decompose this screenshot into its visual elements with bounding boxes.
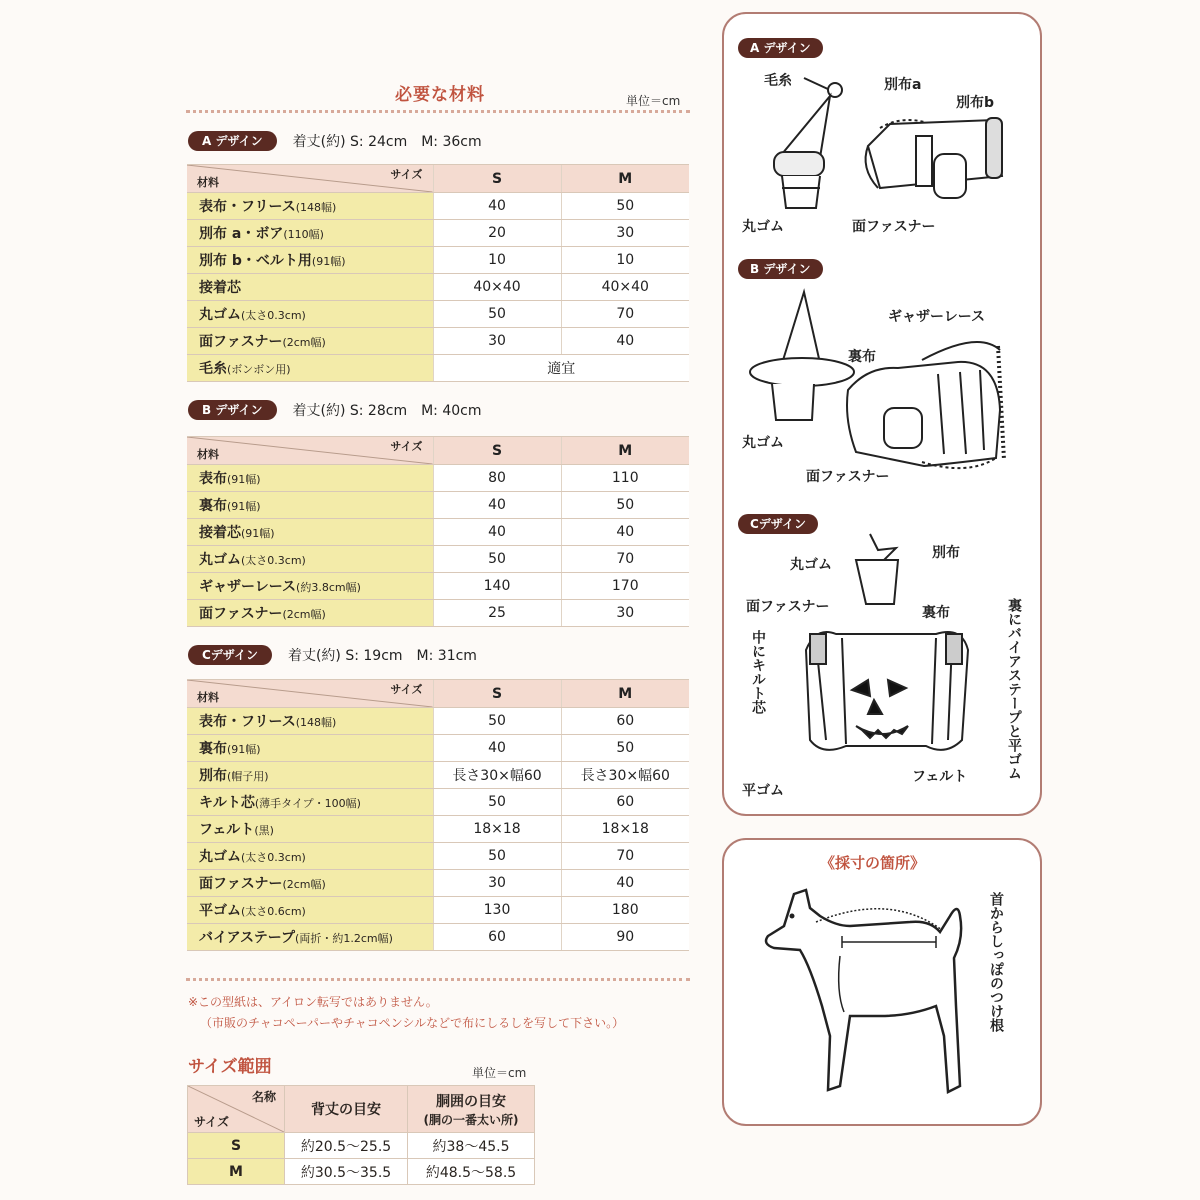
value-s: 18×18: [433, 816, 561, 843]
material-name: 面ファスナー: [199, 334, 283, 350]
value-m: 170: [561, 573, 689, 600]
value-m: 60: [561, 789, 689, 816]
label-lining: 裏布: [922, 605, 950, 621]
table-row: [187, 492, 689, 519]
material-name-cell: [187, 220, 433, 247]
value-s: 30: [433, 870, 561, 897]
material-name: フェルト: [199, 822, 255, 838]
table-row: [187, 546, 689, 573]
header-size: サイズ: [390, 683, 423, 696]
materials-title: 必要な材料: [395, 85, 485, 105]
header-s: S: [433, 680, 561, 708]
material-name: 平ゴム: [199, 903, 241, 919]
material-name: 丸ゴム: [199, 552, 241, 568]
girth-cell: 約48.5〜58.5: [408, 1159, 535, 1185]
material-note: (2cm幅): [282, 878, 326, 891]
value-s: 40: [433, 492, 561, 519]
size-cell: M: [188, 1159, 285, 1185]
material-note: (91幅): [241, 527, 275, 540]
design-c-illustration: [786, 530, 986, 770]
value-m: 70: [561, 843, 689, 870]
divider: [186, 110, 690, 113]
design-c-header: [188, 645, 477, 665]
material-note: (太さ0.3cm): [241, 851, 306, 864]
value-m: 50: [561, 492, 689, 519]
material-name-cell: [187, 762, 433, 789]
material-note: (太さ0.3cm): [241, 554, 306, 567]
label-fabric: 別布: [932, 545, 960, 561]
material-name-cell: [187, 519, 433, 546]
material-name-cell: [187, 789, 433, 816]
value-s: 30: [433, 328, 561, 355]
material-name-cell: [187, 735, 433, 762]
material-name: 接着芯: [199, 280, 241, 296]
material-name: 別布: [199, 768, 227, 784]
diagram-a-label: A デザイン: [738, 38, 823, 58]
material-name-cell: [187, 843, 433, 870]
material-note: (帽子用): [227, 770, 269, 783]
value-m: 70: [561, 301, 689, 328]
table-row: [187, 762, 689, 789]
label-quilt: 中にキルト芯: [750, 630, 766, 714]
value-m: 40: [561, 870, 689, 897]
material-note: (太さ0.3cm): [241, 309, 306, 322]
material-name-cell: [187, 897, 433, 924]
divider: [186, 978, 690, 981]
value-s: 140: [433, 573, 561, 600]
table-header: [188, 1086, 535, 1133]
table-row: [188, 1159, 535, 1185]
material-note: (約3.8cm幅): [296, 581, 361, 594]
table-row: [187, 870, 689, 897]
table-row: [187, 600, 689, 627]
label-fastener: 面ファスナー: [806, 469, 890, 485]
material-name-cell: [187, 274, 433, 301]
design-c-table: [187, 679, 689, 951]
design-c-label: Cデザイン: [188, 645, 272, 665]
label-fabric-a: 別布a: [884, 77, 922, 93]
value-s: 20: [433, 220, 561, 247]
label-lining: 裏布: [848, 349, 876, 365]
material-name-cell: [187, 247, 433, 274]
material-name: 別布 a・ボア: [199, 226, 284, 242]
material-name: 面ファスナー: [199, 876, 283, 892]
back-cell: 約20.5〜25.5: [285, 1133, 408, 1159]
material-name-cell: [187, 301, 433, 328]
material-name-cell: [187, 870, 433, 897]
design-a-length: 着丈(約) S: 24cm M: 36cm: [292, 134, 482, 150]
value-s: 25: [433, 600, 561, 627]
material-name: 接着芯: [199, 525, 241, 541]
label-neck-to-tail: 首からしっぽのつけ根: [988, 892, 1004, 1032]
table-row: [187, 897, 689, 924]
back-cell: 約30.5〜35.5: [285, 1159, 408, 1185]
material-name: 丸ゴム: [199, 307, 241, 323]
label-yarn: 毛糸: [764, 73, 792, 89]
material-name: ギャザーレース: [199, 579, 297, 595]
header-m: M: [561, 165, 689, 193]
value-m: 30: [561, 600, 689, 627]
value-s: 40: [433, 735, 561, 762]
label-elastic: 丸ゴム: [742, 435, 784, 451]
table-row: [188, 1133, 535, 1159]
materials-unit: 単位＝cm: [626, 94, 681, 108]
material-note: (両折・約1.2cm幅): [295, 932, 393, 945]
material-name-cell: [187, 600, 433, 627]
design-b-header: [188, 400, 481, 420]
diagram-c-label: Cデザイン: [738, 514, 818, 534]
material-name-cell: [187, 546, 433, 573]
value-s: 40: [433, 519, 561, 546]
material-name: 毛糸: [199, 361, 227, 377]
material-name: 丸ゴム: [199, 849, 241, 865]
material-name: 別布 b・ベルト用: [199, 253, 312, 269]
material-name-cell: [187, 355, 433, 382]
size-range-table: [187, 1085, 535, 1185]
table-row: [187, 789, 689, 816]
dog-illustration: [760, 886, 990, 1116]
value-s: 長さ30×幅60: [433, 762, 561, 789]
table-header: [187, 680, 689, 708]
value-s: 50: [433, 843, 561, 870]
design-a-header: [188, 131, 482, 151]
table-row: [187, 573, 689, 600]
table-row: [187, 247, 689, 274]
diagram-b-label: B デザイン: [738, 259, 823, 279]
value-s: 40: [433, 193, 561, 220]
header-name: 名称: [251, 1090, 276, 1104]
size-cell: S: [188, 1133, 285, 1159]
design-b-illustration: [748, 290, 1018, 480]
value-s: 40×40: [433, 274, 561, 301]
design-a-table: [187, 164, 689, 382]
design-a-illustration: [760, 76, 1030, 226]
value-s: 80: [433, 465, 561, 492]
material-name-cell: [187, 573, 433, 600]
value-m: 60: [561, 708, 689, 735]
value-m: 50: [561, 193, 689, 220]
material-note: (91幅): [227, 500, 261, 513]
girth-cell: 約38〜45.5: [408, 1133, 535, 1159]
material-name-cell: [187, 193, 433, 220]
material-note: (ボンボン用): [227, 363, 291, 376]
table-row: [187, 465, 689, 492]
table-row: [187, 220, 689, 247]
header-girth: 胴囲の目安 (胴の一番太い所): [408, 1086, 535, 1133]
value-both: 適宜: [433, 355, 689, 382]
value-s: 10: [433, 247, 561, 274]
value-m: 90: [561, 924, 689, 951]
label-felt: フェルト: [912, 769, 968, 785]
material-note: (黒): [254, 824, 274, 837]
material-name: 裏布: [199, 741, 227, 757]
material-note: (2cm幅): [282, 608, 326, 621]
label-bias-tape: 裏にバイアステープと平ゴム: [1006, 598, 1022, 780]
design-b-label: B デザイン: [188, 400, 277, 420]
measurement-title: 《採寸の箇所》: [820, 854, 926, 872]
value-m: 40: [561, 519, 689, 546]
material-note: (91幅): [227, 473, 261, 486]
header-back-length: 背丈の目安: [285, 1086, 408, 1133]
header-size: サイズ: [390, 168, 423, 181]
header-material: 材料: [197, 176, 219, 189]
header-size: サイズ: [194, 1115, 230, 1129]
header-s: S: [433, 437, 561, 465]
material-name-cell: [187, 816, 433, 843]
label-elastic: 丸ゴム: [790, 557, 832, 573]
value-s: 60: [433, 924, 561, 951]
material-note: (148幅): [295, 201, 337, 214]
design-b-table: [187, 436, 689, 627]
value-m: 18×18: [561, 816, 689, 843]
design-c-length: 着丈(約) S: 19cm M: 31cm: [287, 648, 477, 664]
header-material: 材料: [197, 691, 219, 704]
table-row: [187, 301, 689, 328]
design-a-label: A デザイン: [188, 131, 277, 151]
label-elastic: 丸ゴム: [742, 219, 784, 235]
material-note: (2cm幅): [282, 336, 326, 349]
value-m: 40: [561, 328, 689, 355]
material-name-cell: [187, 465, 433, 492]
material-name: 面ファスナー: [199, 606, 283, 622]
value-m: 30: [561, 220, 689, 247]
label-flat-elastic: 平ゴム: [742, 783, 784, 799]
material-note: (91幅): [227, 743, 261, 756]
value-m: 10: [561, 247, 689, 274]
table-row: [187, 843, 689, 870]
value-m: 70: [561, 546, 689, 573]
value-m: 40×40: [561, 274, 689, 301]
table-row: [187, 708, 689, 735]
table-header: [187, 437, 689, 465]
material-note: (110幅): [283, 228, 324, 241]
header-m: M: [561, 680, 689, 708]
value-m: 50: [561, 735, 689, 762]
material-note: (薄手タイプ・100幅): [254, 797, 361, 810]
header-size: サイズ: [390, 440, 423, 453]
material-name-cell: [187, 924, 433, 951]
table-row: [187, 355, 689, 382]
table-row: [187, 519, 689, 546]
table-row: [187, 735, 689, 762]
label-fastener: 面ファスナー: [746, 599, 830, 615]
material-name: 表布・フリース: [199, 714, 296, 730]
header-material: 材料: [197, 448, 219, 461]
value-m: 180: [561, 897, 689, 924]
size-range-unit: 単位＝cm: [472, 1066, 527, 1080]
material-note: (太さ0.6cm): [241, 905, 306, 918]
table-row: [187, 924, 689, 951]
table-header: [187, 165, 689, 193]
value-s: 50: [433, 789, 561, 816]
value-s: 50: [433, 708, 561, 735]
material-name-cell: [187, 328, 433, 355]
material-name: キルト芯: [199, 795, 255, 811]
material-name: 表布: [199, 471, 227, 487]
table-row: [187, 328, 689, 355]
label-fabric-b: 別布b: [956, 95, 995, 111]
value-m: 110: [561, 465, 689, 492]
material-name: バイアステープ: [199, 930, 296, 946]
value-s: 50: [433, 546, 561, 573]
value-s: 130: [433, 897, 561, 924]
material-name: 表布・フリース: [199, 199, 296, 215]
note-line-1: ※この型紙は、アイロン転写ではありません。: [188, 995, 438, 1009]
design-b-length: 着丈(約) S: 28cm M: 40cm: [292, 403, 482, 419]
table-row: [187, 274, 689, 301]
table-row: [187, 193, 689, 220]
value-m: 長さ30×幅60: [561, 762, 689, 789]
material-note: (148幅): [295, 716, 337, 729]
size-range-title: サイズ範囲: [188, 1057, 272, 1077]
material-name-cell: [187, 708, 433, 735]
label-fastener: 面ファスナー: [852, 219, 936, 235]
material-name-cell: [187, 492, 433, 519]
note-line-2: （市販のチャコペーパーやチャコペンシルなどで布にしるしを写して下さい。）: [200, 1016, 625, 1030]
label-lace: ギャザーレース: [888, 309, 986, 325]
material-note: (91幅): [311, 255, 346, 268]
value-s: 50: [433, 301, 561, 328]
table-row: [187, 816, 689, 843]
material-name: 裏布: [199, 498, 227, 514]
header-m: M: [561, 437, 689, 465]
header-s: S: [433, 165, 561, 193]
